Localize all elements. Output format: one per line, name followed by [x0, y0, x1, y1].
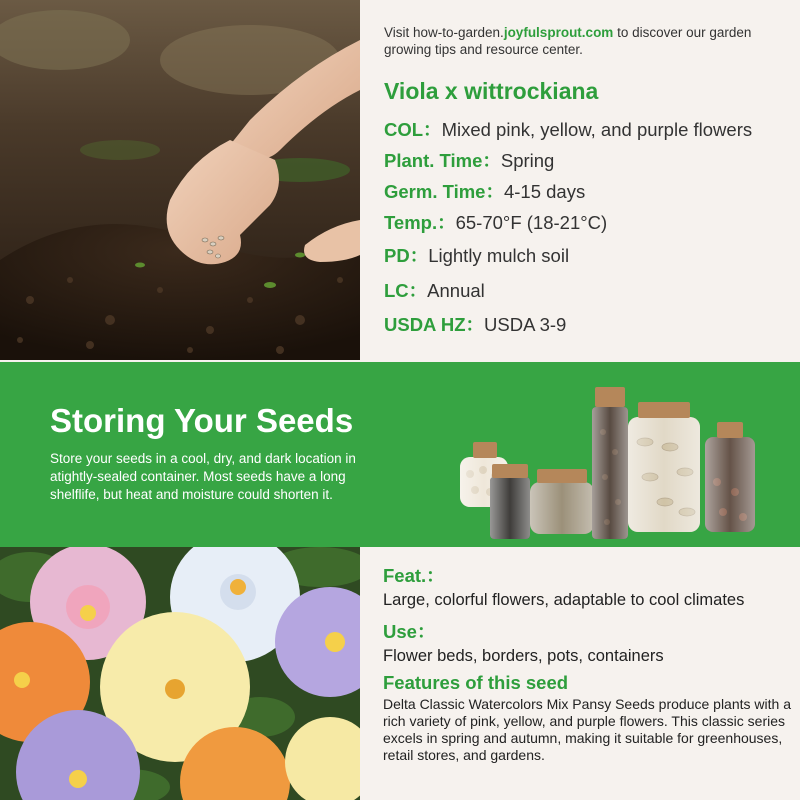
spec-value-lc: Annual	[427, 280, 485, 301]
plant-name: Viola x wittrockiana	[384, 78, 599, 104]
spec-key-temp: Temp.：	[384, 212, 456, 233]
spec-value-col: Mixed pink, yellow, and purple flowers	[441, 119, 753, 140]
top-section	[0, 0, 800, 360]
intro-text	[384, 24, 800, 58]
intro-suffix: to discover our garden growing tips and resource center.	[384, 25, 752, 57]
intro-prefix: Visit how-to-garden.	[384, 25, 504, 40]
website-link[interactable]: joyfulsprout.com	[503, 25, 614, 40]
pansy-flowers-photo	[0, 547, 360, 800]
spec-key-plant-time: Plant. Time：	[384, 150, 501, 171]
seed-details-panel	[383, 562, 793, 764]
spec-value-temp: 65-70°F (18-21°C)	[455, 212, 608, 233]
spec-row-lc	[384, 277, 485, 303]
seed-jars-illustration	[455, 382, 765, 542]
storing-text: Store your seeds in a cool, dry, and dark location in atightly-sealed container. Most seeds have a long shelflife, but heat and moisture could shorten it.	[50, 451, 356, 502]
spec-key-lc: LC：	[384, 280, 428, 301]
spec-value-plant-time: Spring	[500, 150, 555, 171]
hand-sowing-seeds-photo	[0, 0, 360, 360]
spec-key-usda: USDA HZ：	[384, 314, 485, 335]
spec-key-pd: PD：	[384, 245, 429, 266]
feat-label: Feat.：	[383, 565, 445, 586]
spec-value-usda: USDA 3-9	[484, 314, 567, 335]
spec-value-pd: Lightly mulch soil	[428, 245, 570, 266]
spec-row-germ-time	[384, 178, 585, 204]
storing-seeds-band	[0, 362, 800, 547]
spec-row-usda	[384, 311, 566, 337]
spec-list	[384, 105, 800, 335]
spec-row-col	[384, 116, 752, 142]
spec-key-germ-time: Germ. Time：	[384, 181, 504, 202]
spec-key-col: COL：	[384, 119, 442, 140]
storing-title: Storing Your Seeds	[50, 402, 354, 439]
spec-row-pd	[384, 242, 569, 268]
use-label: Use：	[383, 621, 436, 642]
features-seed-text: Delta Classic Watercolors Mix Pansy Seeds produce plants with a rich variety of pink, yellow, and purple flowers. This classic series excels in spring and autumn, making it suitable for greenhouses, retail stores, and gardens.	[383, 696, 791, 763]
plant-info-panel	[384, 24, 800, 335]
spec-row-temp	[384, 209, 607, 235]
spec-value-germ-time: 4-15 days	[503, 181, 586, 202]
spec-row-plant-time	[384, 147, 554, 173]
use-text: Flower beds, borders, pots, containers	[383, 647, 664, 665]
features-seed-label: Features of this seed	[383, 672, 569, 693]
feat-text: Large, colorful flowers, adaptable to cool climates	[383, 591, 745, 609]
